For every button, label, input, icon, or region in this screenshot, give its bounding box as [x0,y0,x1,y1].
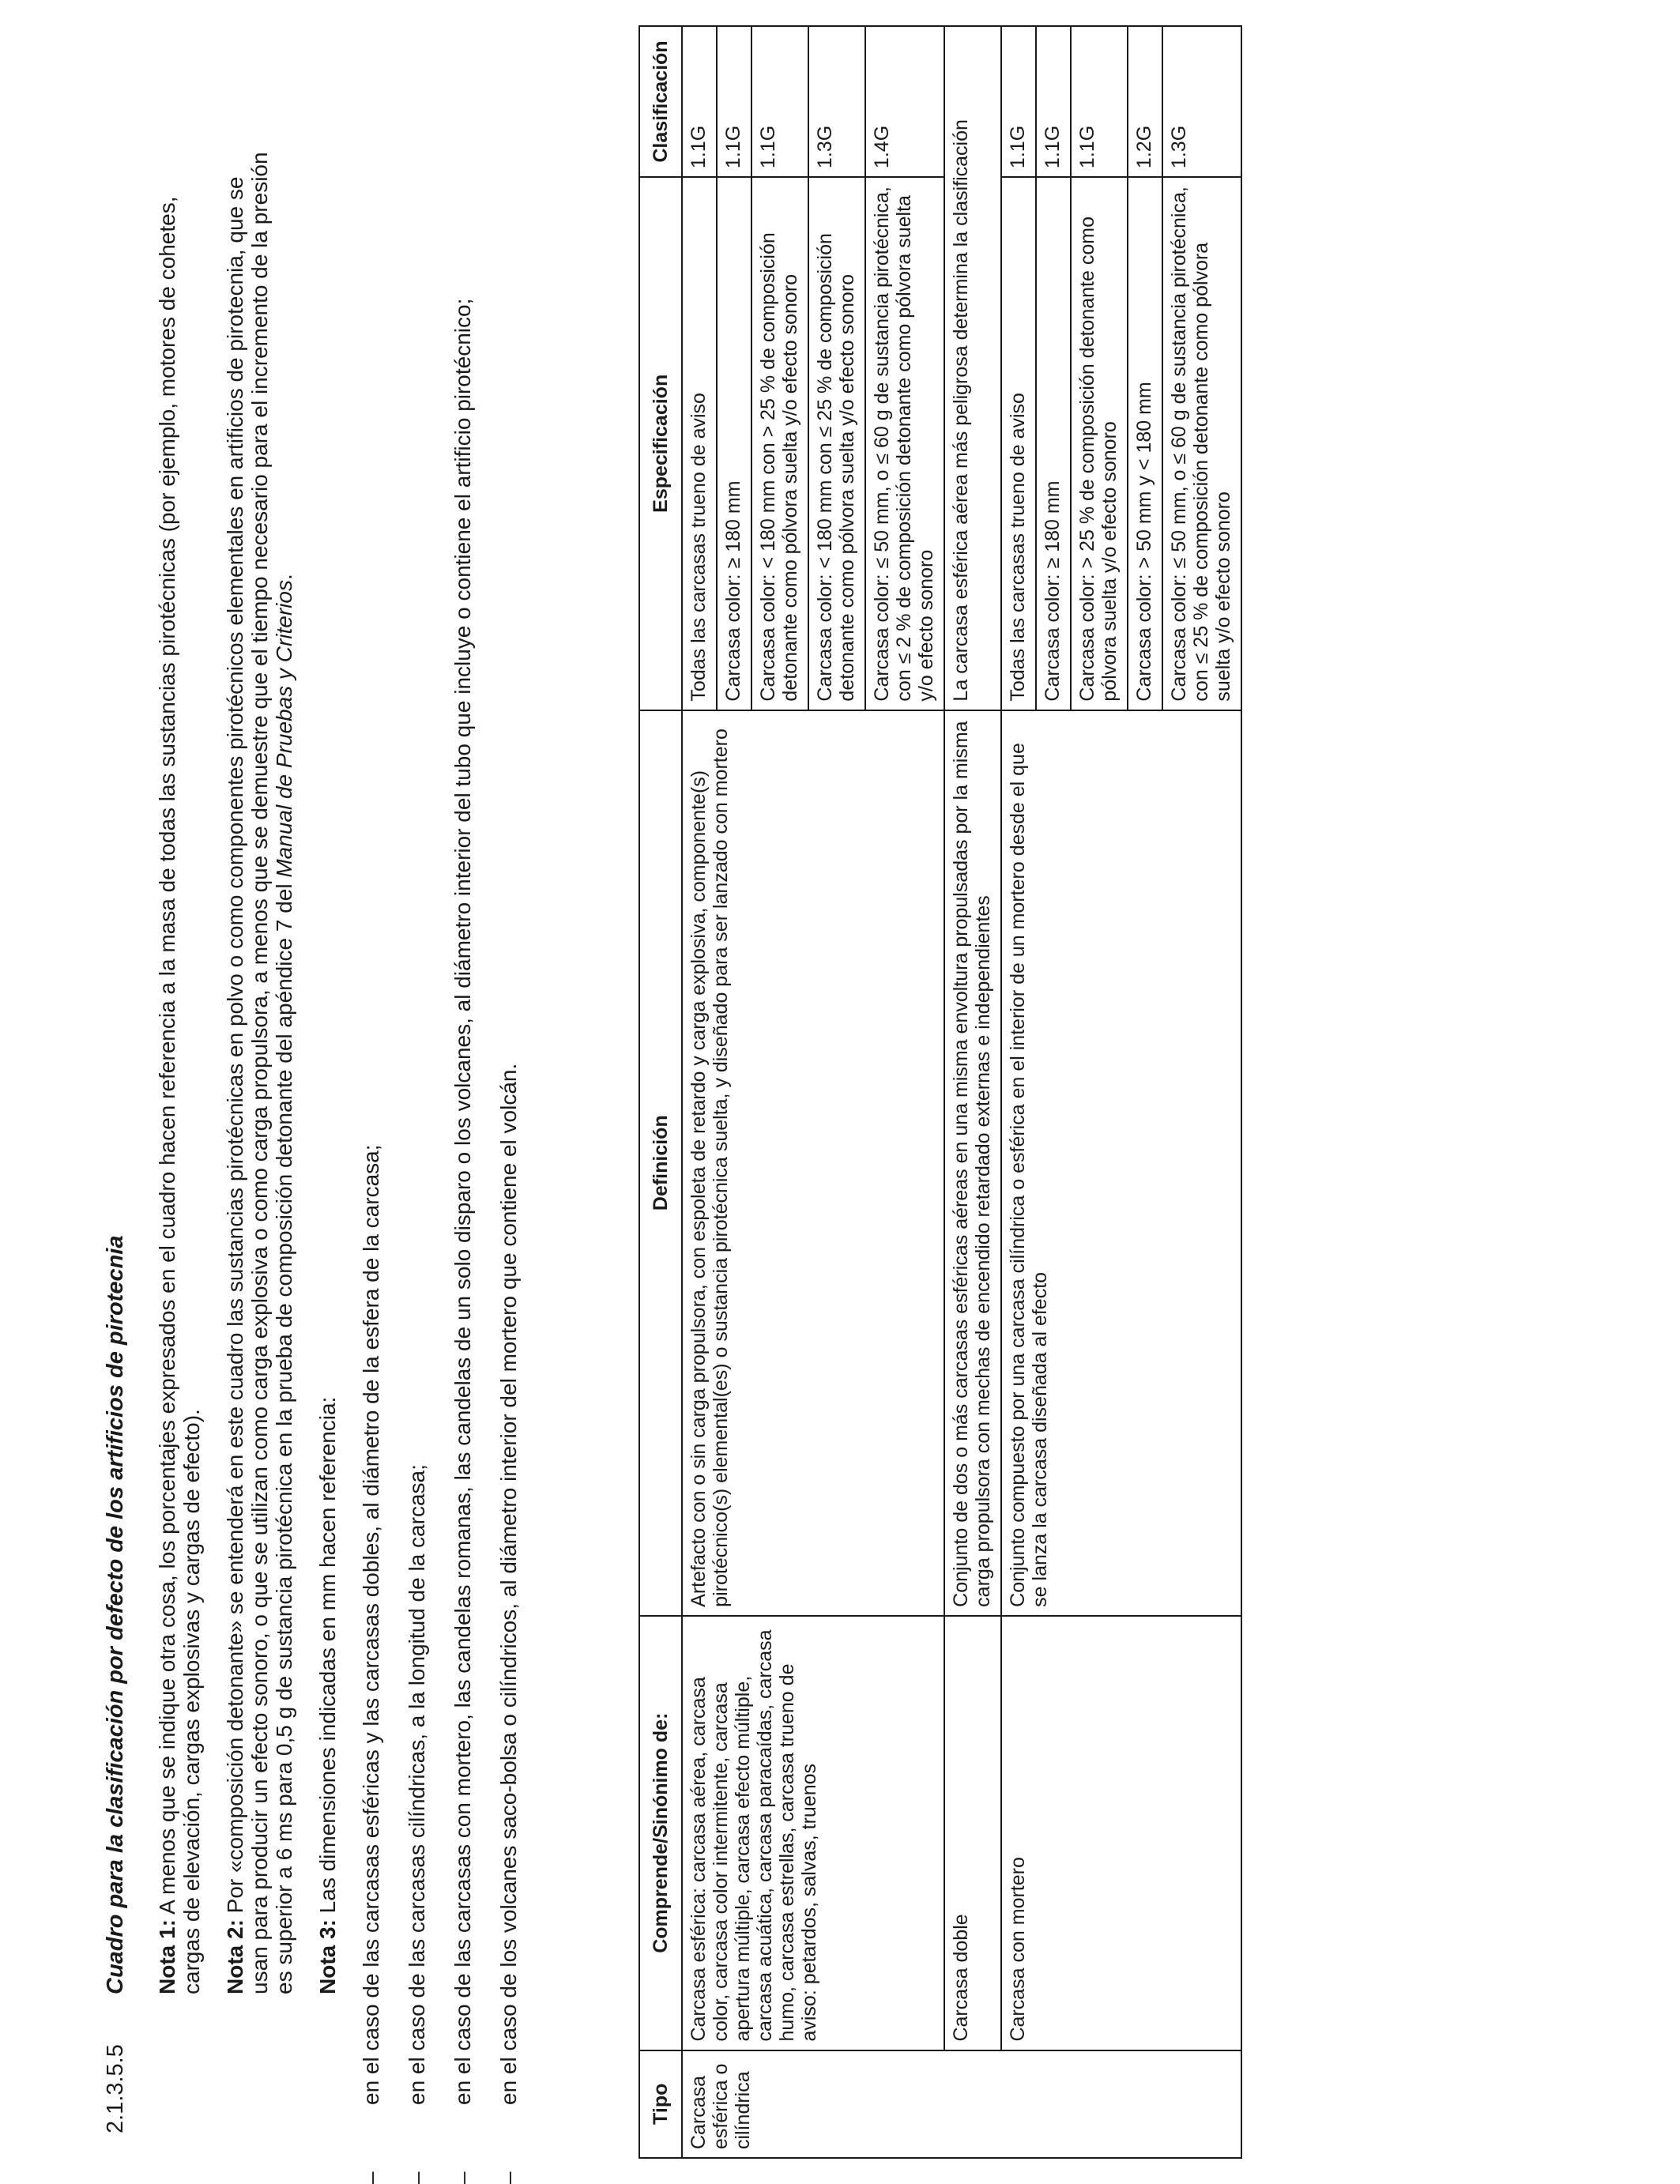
cell-especificacion: Todas las carcasas trueno de aviso [1001,177,1036,710]
classification-table [638,25,1242,2159]
list-item [359,130,383,2184]
cell-comprende: Carcasa doble [944,1616,1001,2050]
cell-definicion: Artefacto con o sin carga propulsora, con espoleta de retardo y carga explosiva, componente(s) pirotécnico(s) elemental(es) o sustancia pirotécnica suelta, y diseñado para ser lanzado con mortero [682,710,944,1616]
table-row [944,26,1001,2158]
note-3 [315,130,340,1994]
list-item-text: en el caso de las carcasas esféricas y las carcasas dobles, al diámetro de la esfera de la carcasa; [359,1144,383,2105]
section-number: 2.1.3.5.5 [103,2044,128,2133]
cell-especificacion: Carcasa color: ≥ 180 mm [1036,177,1071,710]
header-tipo: Tipo [639,2050,682,2158]
cell-clasificacion: 1.1G [682,26,717,177]
cell-clasificacion: 1.4G [865,26,944,177]
note-1-text: A menos que se indique otra cosa, los porcentajes expresados en el cuadro hacen referencia a la masa de todas las sustancias pirotécnicas (por ejemplo, motores de cohetes, cargas de elevación, cargas explosivas y cargas de efecto). [155,196,204,1994]
note-2 [223,130,296,1994]
cell-especificacion: Carcasa color: < 180 mm con ≤ 25 % de composición detonante como pólvora suelta y/o efecto sonoro [808,177,865,710]
header-definicion: Definición [639,710,682,1616]
cell-clasificacion: 1.3G [1162,26,1241,177]
cell-especificacion: Carcasa color: ≤ 50 mm, o ≤ 60 g de sustancia pirotécnica, con ≤ 2 % de composición detonante como pólvora suelta y/o efecto sonoro [865,177,944,710]
dash-marker: – [405,2171,429,2184]
table-row [1001,26,1036,2158]
cell-especificacion: Carcasa color: ≤ 50 mm, o ≤ 60 g de sustancia pirotécnica, con ≤ 25 % de composición detonante como pólvora suelta y/o efecto sonoro [1162,177,1241,710]
cell-clasificacion: 1.1G [717,26,751,177]
header-clasificacion: Clasificación [639,26,682,177]
note-3-list [359,130,521,2184]
cell-clasificacion: 1.1G [751,26,808,177]
table-row [682,26,717,2158]
note-1 [155,130,204,1994]
note-3-text: Las dimensiones indicadas en mm hacen referencia: [315,1396,340,1920]
cell-clasificacion: 1.1G [1001,26,1036,177]
list-item-text: en el caso de las carcasas con mortero, las candelas romanas, las candelas de un solo disparo o los volcanes, al diámetro interior del tubo que incluye o contiene el artificio pirotécnico; [450,298,475,2105]
cell-clasificacion: 1.3G [808,26,865,177]
list-item [450,130,475,2184]
cell-especificacion: Todas las carcasas trueno de aviso [682,177,717,710]
list-item-text: en el caso de las carcasas cilíndricas, a la longitud de la carcasa; [405,1464,429,2105]
table-header-row [639,26,682,2158]
cell-merged-clasificacion: La carcasa esférica aérea más peligrosa determina la clasificación [944,26,1001,710]
note-1-label: Nota 1: [155,1919,179,1994]
cell-comprende: Carcasa esférica: carcasa aérea, carcasa color, carcasa color intermitente, carcasa apertura múltiple, carcasa efecto múltiple, carcasa acuática, carcasa paracaídas, carcasa humo, carcasa estrellas, carcasa trueno de aviso: petardos, salvas, truenos [682,1616,944,2050]
list-item-text: en el caso de los volcanes saco-bolsa o cilíndricos, al diámetro interior del mortero que contiene el volcán. [496,1063,521,2105]
dash-marker: – [450,2171,475,2184]
note-2-text: Por «composición detonante» se entenderá en este cuadro las sustancias pirotécnicas en polvo o como componentes pirotécnicos elementales en artificios de pirotecnia, que se usan para producir un efecto sonoro, o que se utilizan como carga explosiva o como carga propulsora, a menos que se demuestre que el tiempo necesario para el incremento de la presión es superior a 6 ms para 0,5 g de sustancia pirotécnica en la prueba de composición detonante del apéndice 7 del [223,152,296,1994]
dash-marker: – [359,2171,383,2184]
header-comprende: Comprende/Sinónimo de: [639,1616,682,2050]
cell-clasificacion: 1.1G [1071,26,1128,177]
note-3-label: Nota 3: [315,1919,340,1994]
cell-definicion: Conjunto compuesto por una carcasa cilíndrica o esférica en el interior de un mortero desde el que se lanza la carcasa diseñada al efecto [1001,710,1241,1616]
cell-especificacion: Carcasa color: ≥ 180 mm [717,177,751,710]
dash-marker: – [496,2171,521,2184]
cell-definicion: Conjunto de dos o más carcasas esféricas aéreas en una misma envoltura propulsadas por la misma carga propulsora con mechas de encendido retardado externas e independientes [944,710,1001,1616]
list-item [496,130,521,2184]
cell-comprende: Carcasa con mortero [1001,1616,1241,2050]
note-2-end: . [272,574,296,581]
cell-especificacion: Carcasa color: > 25 % de composición detonante como pólvora suelta y/o efecto sonoro [1071,177,1128,710]
section-title: Cuadro para la clasificación por defecto de los artificios de pirotecnia [103,1235,128,1994]
cell-clasificacion: 1.1G [1036,26,1071,177]
list-item [405,130,429,2184]
cell-especificacion: Carcasa color: < 180 mm con > 25 % de composición detonante como pólvora suelta y/o efecto sonoro [751,177,808,710]
cell-especificacion: Carcasa color: > 50 mm y < 180 mm [1128,177,1162,710]
note-2-italic: Manual de Pruebas y Criterios [272,580,296,878]
header-especificacion: Especificación [639,177,682,710]
cell-tipo: Carcasa esférica o cilíndrica [682,2050,1241,2158]
note-2-label: Nota 2: [223,1919,247,1994]
notes-block [155,130,542,2184]
cell-clasificacion: 1.2G [1128,26,1162,177]
